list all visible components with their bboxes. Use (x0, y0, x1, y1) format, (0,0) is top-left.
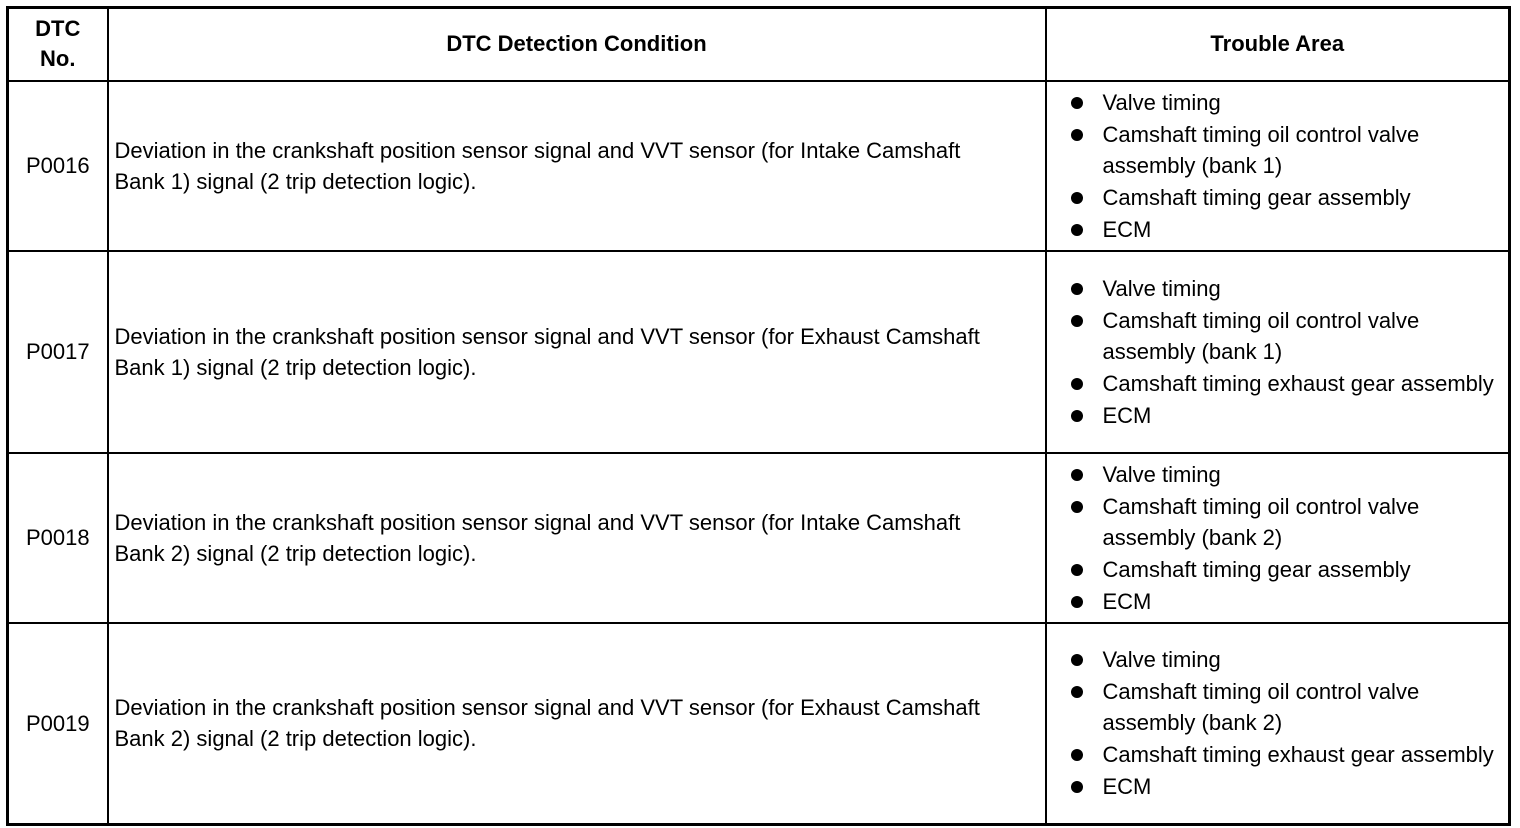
dtc-code: P0016 (8, 81, 108, 251)
trouble-area (1046, 453, 1510, 623)
detection-condition: Deviation in the crankshaft position sensor signal and VVT sensor (for Exhaust Camshaft Bank 2) signal (2 trip detection logic). (108, 623, 1046, 825)
list-item-text: Camshaft timing exhaust gear assembly (1102, 370, 1494, 396)
list-item (1069, 739, 1501, 770)
dtc-code: P0017 (8, 251, 108, 453)
list-item (1069, 400, 1501, 431)
list-item (1069, 586, 1501, 617)
list-item (1069, 305, 1501, 367)
list-item (1069, 119, 1501, 181)
list-item (1069, 214, 1501, 245)
trouble-area (1046, 623, 1510, 825)
list-item-text: ECM (1102, 588, 1152, 614)
bullet-icon (1071, 564, 1083, 576)
list-item-text: Valve timing (1102, 275, 1221, 301)
bullet-icon (1071, 749, 1083, 761)
list-item (1069, 554, 1501, 585)
table-row (8, 623, 1510, 825)
list-item-text: ECM (1102, 216, 1152, 242)
list-item (1069, 87, 1501, 118)
header-dtc-no-text: DTC No. (35, 16, 81, 72)
list-item (1069, 771, 1501, 802)
header-trouble-area: Trouble Area (1046, 8, 1510, 81)
bullet-icon (1071, 781, 1083, 793)
bullet-icon (1071, 283, 1083, 295)
list-item (1069, 459, 1501, 490)
detection-condition: Deviation in the crankshaft position sensor signal and VVT sensor (for Exhaust Camshaft Bank 1) signal (2 trip detection logic). (108, 251, 1046, 453)
list-item-text: Valve timing (1102, 461, 1221, 487)
list-item-text: Camshaft timing oil control valve assembly (bank 1) (1102, 121, 1420, 178)
dtc-table (6, 6, 1511, 826)
bullet-icon (1071, 654, 1083, 666)
list-item-text: Camshaft timing gear assembly (1102, 184, 1411, 210)
list-item-text: ECM (1102, 774, 1152, 800)
list-item-text: ECM (1102, 402, 1152, 428)
list-item (1069, 491, 1501, 553)
list-item (1069, 676, 1501, 738)
trouble-area-list (1069, 87, 1501, 245)
list-item-text: Valve timing (1102, 647, 1221, 673)
list-item (1069, 273, 1501, 304)
list-item (1069, 368, 1501, 399)
list-item-text: Camshaft timing oil control valve assembly (bank 2) (1102, 493, 1420, 550)
bullet-icon (1071, 469, 1083, 481)
list-item-text: Camshaft timing exhaust gear assembly (1102, 742, 1494, 768)
list-item-text: Camshaft timing oil control valve assembly (bank 2) (1102, 679, 1420, 736)
list-item-text: Camshaft timing gear assembly (1102, 556, 1411, 582)
table-row (8, 81, 1510, 251)
trouble-area (1046, 251, 1510, 453)
bullet-icon (1071, 378, 1083, 390)
dtc-code: P0019 (8, 623, 108, 825)
list-item-text: Camshaft timing oil control valve assembly (bank 1) (1102, 307, 1420, 364)
bullet-icon (1071, 410, 1083, 422)
bullet-icon (1071, 596, 1083, 608)
trouble-area-list (1069, 459, 1501, 617)
trouble-area-list (1069, 273, 1501, 431)
bullet-icon (1071, 192, 1083, 204)
list-item-text: Valve timing (1102, 89, 1221, 115)
detection-condition: Deviation in the crankshaft position sensor signal and VVT sensor (for Intake Camshaft Bank 2) signal (2 trip detection logic). (108, 453, 1046, 623)
bullet-icon (1071, 501, 1083, 513)
header-row (8, 8, 1510, 81)
header-dtc-no (8, 8, 108, 81)
bullet-icon (1071, 129, 1083, 141)
list-item (1069, 644, 1501, 675)
bullet-icon (1071, 97, 1083, 109)
table-row (8, 453, 1510, 623)
dtc-code: P0018 (8, 453, 108, 623)
bullet-icon (1071, 224, 1083, 236)
table-row (8, 251, 1510, 453)
bullet-icon (1071, 315, 1083, 327)
trouble-area (1046, 81, 1510, 251)
trouble-area-list (1069, 644, 1501, 802)
bullet-icon (1071, 686, 1083, 698)
detection-condition: Deviation in the crankshaft position sensor signal and VVT sensor (for Intake Camshaft Bank 1) signal (2 trip detection logic). (108, 81, 1046, 251)
list-item (1069, 182, 1501, 213)
header-condition: DTC Detection Condition (108, 8, 1046, 81)
